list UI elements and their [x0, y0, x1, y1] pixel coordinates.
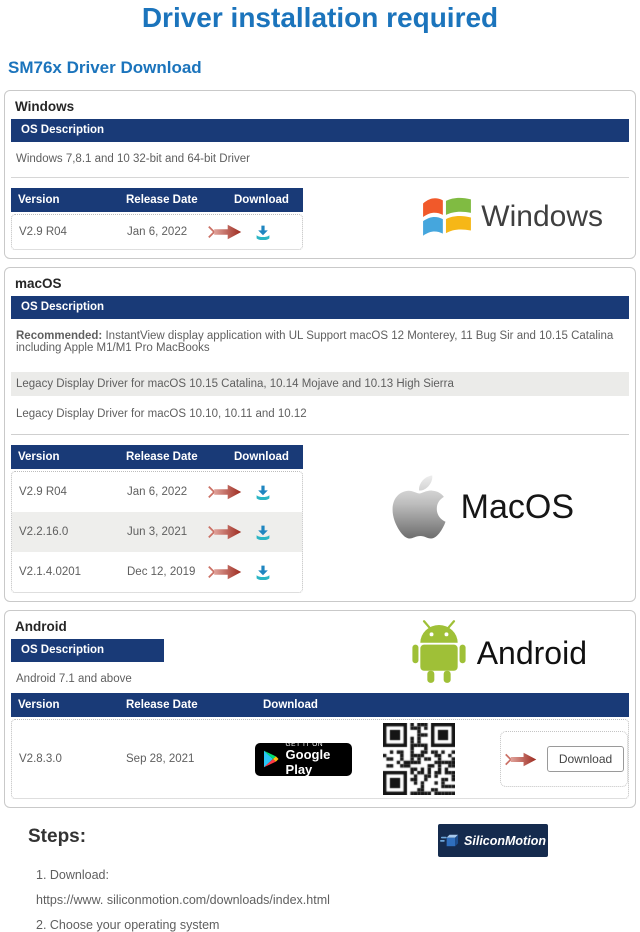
windows-download-table [11, 188, 303, 250]
windows-logo-text: Windows [481, 200, 603, 233]
column-header-release-date: Release Date [126, 451, 198, 463]
macos-download-table [11, 445, 303, 593]
apple-icon [391, 471, 447, 543]
steps-section [0, 816, 640, 932]
macos-os-description-bar: OS Description [11, 296, 629, 319]
android-robot-icon [411, 620, 467, 686]
version-cell: V2.8.3.0 [19, 753, 62, 765]
download-box [500, 731, 628, 787]
column-header-download: Download [234, 194, 289, 206]
android-heading: Android [15, 619, 67, 634]
recommended-text: InstantView display application with UL Support macOS 12 Monterey, 11 Bug Sir and 10.15 Catalina including Apple M1/M1 Pro MacBooks [16, 330, 614, 354]
macos-table-header [11, 445, 303, 469]
windows-section [4, 90, 636, 259]
divider [11, 434, 629, 435]
download-icon[interactable] [255, 224, 271, 240]
macos-logo [391, 471, 574, 543]
windows-table-header [11, 188, 303, 212]
red-arrow-icon[interactable] [207, 222, 243, 242]
silicon-motion-logo [438, 824, 548, 857]
windows-flag-icon [421, 194, 473, 240]
page-subtitle: SM76x Driver Download [8, 58, 202, 77]
download-icon[interactable] [255, 524, 271, 540]
windows-logo [421, 194, 603, 240]
red-arrow-icon[interactable] [207, 482, 243, 502]
version-cell: V2.2.16.0 [19, 526, 69, 538]
release-date-cell: Dec 12, 2019 [127, 566, 196, 578]
google-play-line1: GET IT ON [285, 741, 324, 749]
release-date-cell: Jan 6, 2022 [127, 226, 188, 238]
macos-logo-text: MacOS [460, 487, 574, 526]
windows-heading: Windows [15, 99, 75, 114]
step-item-2: 2. Choose your operating system [36, 918, 220, 932]
macos-legacy-description-1: Legacy Display Driver for macOS 10.15 Catalina, 10.14 Mojave and 10.13 High Sierra [11, 372, 629, 396]
windows-os-description-bar: OS Description [11, 119, 629, 142]
recommended-label: Recommended: [16, 330, 103, 342]
macos-section [4, 267, 636, 602]
table-row [11, 719, 629, 799]
google-play-line2: Google Play [285, 747, 331, 777]
android-description: Android 7.1 and above [16, 673, 132, 685]
macos-legacy-description-2: Legacy Display Driver for macOS 10.10, 10.11 and 10.12 [16, 408, 307, 420]
release-date-cell: Jun 3, 2021 [127, 526, 188, 538]
step-item-url: https://www. siliconmotion.com/downloads/index.html [36, 893, 330, 907]
red-arrow-icon[interactable] [207, 562, 243, 582]
silicon-motion-logo-text: SiliconMotion [464, 833, 546, 848]
red-arrow-icon[interactable] [207, 522, 243, 542]
google-play-badge[interactable] [255, 743, 352, 776]
table-row [12, 215, 302, 249]
macos-recommended-description [11, 319, 629, 366]
android-section [4, 610, 636, 808]
qr-code [383, 723, 455, 795]
download-icon[interactable] [255, 564, 271, 580]
download-icon[interactable] [255, 484, 271, 500]
android-table-header [11, 693, 629, 717]
column-header-version: Version [18, 194, 60, 206]
column-header-download: Download [263, 699, 318, 711]
column-header-version: Version [18, 451, 60, 463]
page-title: Driver installation required [141, 2, 499, 33]
google-play-icon [264, 748, 279, 770]
download-button[interactable]: Download [547, 746, 624, 772]
android-os-description-bar: OS Description [11, 639, 164, 662]
column-header-release-date: Release Date [126, 699, 198, 711]
windows-description: Windows 7,8.1 and 10 32-bit and 64-bit Driver [11, 142, 629, 178]
android-logo [411, 620, 587, 686]
silicon-motion-cube-icon [440, 831, 459, 850]
column-header-version: Version [18, 699, 60, 711]
release-date-cell: Sep 28, 2021 [126, 753, 195, 765]
version-cell: V2.1.4.0201 [19, 566, 82, 578]
table-row [12, 512, 302, 552]
release-date-cell: Jan 6, 2022 [127, 486, 188, 498]
table-row [12, 472, 302, 512]
version-cell: V2.9 R04 [19, 486, 67, 498]
column-header-release-date: Release Date [126, 194, 198, 206]
steps-heading: Steps: [28, 826, 87, 847]
column-header-download: Download [234, 451, 289, 463]
android-logo-text: Android [476, 634, 587, 671]
step-item-1: 1. Download: [36, 868, 109, 882]
version-cell: V2.9 R04 [19, 226, 67, 238]
macos-heading: macOS [15, 276, 62, 291]
red-arrow-icon[interactable] [504, 750, 538, 769]
table-row [12, 552, 302, 592]
